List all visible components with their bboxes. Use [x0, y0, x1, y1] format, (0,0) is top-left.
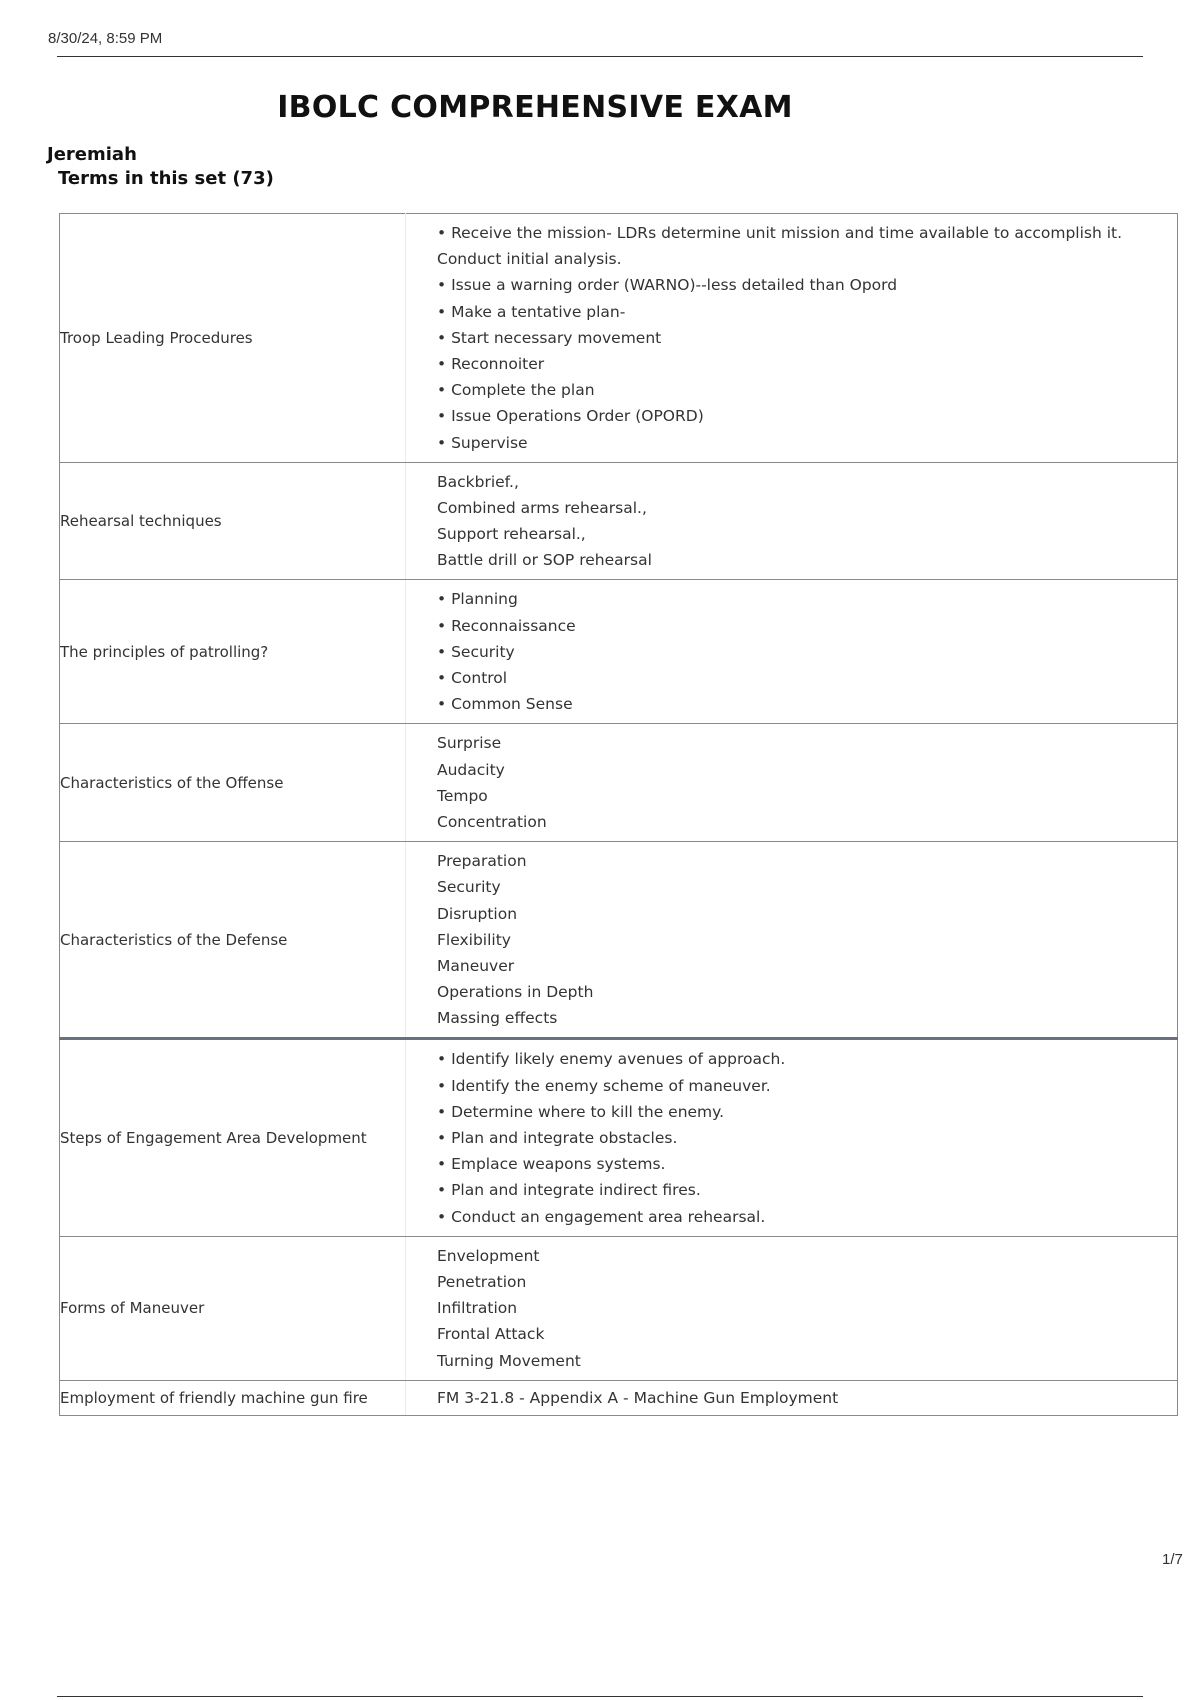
definition-line: • Supervise [437, 433, 528, 452]
definition-line: Tempo [437, 786, 488, 805]
term-row [60, 1039, 1178, 1236]
definition-line: Infiltration [437, 1299, 518, 1318]
definition-line: • Emplace weapons systems. [437, 1155, 666, 1174]
definition-line: • Common Sense [437, 695, 573, 714]
footer-divider [57, 1696, 1143, 1697]
definition-line: Support rehearsal., [437, 525, 586, 544]
definition-line: • Complete the plan [437, 381, 595, 400]
definition-line: Combined arms rehearsal., [437, 498, 647, 517]
definition-line: • Start necessary movement [437, 328, 662, 347]
definition-line: Envelopment [437, 1246, 540, 1265]
definition-cell [406, 462, 1178, 580]
definition-line: Maneuver [437, 956, 515, 975]
definition-line: • Make a tentative plan- [437, 302, 626, 321]
definition-line: Frontal Attack [437, 1325, 545, 1344]
definition-line: Security [437, 878, 501, 897]
term-row [60, 580, 1178, 724]
definition-line: • Issue Operations Order (OPORD) [437, 407, 704, 426]
definition-line: Penetration [437, 1272, 527, 1291]
term-text: Steps of Engagement Area Development [60, 1129, 367, 1148]
definition-line: Turning Movement [437, 1351, 581, 1370]
term-row [60, 842, 1178, 1039]
term-cell [60, 1039, 406, 1236]
definition-line: • Identify the enemy scheme of maneuver. [437, 1076, 771, 1095]
definition-line: Preparation [437, 852, 527, 871]
definition-line: Flexibility [437, 930, 511, 949]
definition-cell [406, 580, 1178, 724]
definition-line: • Reconnaissance [437, 616, 576, 635]
term-cell [60, 462, 406, 580]
term-row [60, 1380, 1178, 1415]
term-text: The principles of patrolling? [60, 642, 269, 661]
term-text: Characteristics of the Offense [60, 773, 284, 792]
definition-line: • Security [437, 642, 515, 661]
term-cell [60, 1236, 406, 1380]
definition-line: Massing effects [437, 1009, 558, 1028]
term-cell [60, 724, 406, 842]
definition-line: • Reconnoiter [437, 354, 545, 373]
definition-line: Operations in Depth [437, 983, 594, 1002]
definition-cell [406, 724, 1178, 842]
term-text: Characteristics of the Defense [60, 930, 288, 949]
definition-line: FM 3-21.8 - Appendix A - Machine Gun Employment [437, 1388, 839, 1407]
term-text: Troop Leading Procedures [60, 328, 253, 347]
definition-cell [406, 1236, 1178, 1380]
definition-cell [406, 214, 1178, 463]
term-row [60, 214, 1178, 463]
print-datetime: 8/30/24, 8:59 PM [48, 30, 163, 47]
definition-line: Backbrief., [437, 472, 519, 491]
definition-line: • Receive the mission- LDRs determine unit mission and time available to accomplish it. [437, 224, 1123, 242]
term-cell [60, 580, 406, 724]
term-cell [60, 214, 406, 463]
page-number: 1/7 [1162, 1551, 1183, 1568]
definition-line: Concentration [437, 812, 547, 831]
definition-line: • Planning [437, 590, 518, 609]
page-title: IBOLC COMPREHENSIVE EXAM [277, 90, 793, 125]
header-divider [57, 56, 1143, 57]
author-name[interactable]: Jeremiah [47, 144, 137, 165]
term-row [60, 724, 1178, 842]
term-cell [60, 842, 406, 1039]
definition-line: Battle drill or SOP rehearsal [437, 551, 652, 570]
term-text: Rehearsal techniques [60, 512, 222, 531]
definition-line: Conduct initial analysis. [437, 250, 622, 269]
term-row [60, 462, 1178, 580]
terms-table [59, 213, 1178, 1416]
definition-line: Disruption [437, 904, 518, 923]
definition-line: • Identify likely enemy avenues of approach. [437, 1050, 786, 1069]
definition-line: • Issue a warning order (WARNO)--less detailed than Opord [437, 276, 898, 295]
definition-line: • Plan and integrate obstacles. [437, 1129, 678, 1147]
definition-line: • Determine where to kill the enemy. [437, 1102, 725, 1121]
definition-line: • Plan and integrate indirect fires. [437, 1181, 701, 1200]
term-cell [60, 1380, 406, 1415]
term-text: Forms of Maneuver [60, 1299, 205, 1318]
definition-line: Surprise [437, 734, 502, 753]
term-text: Employment of friendly machine gun fire [60, 1388, 368, 1407]
definition-cell [406, 842, 1178, 1039]
definition-line: • Control [437, 669, 508, 687]
definition-cell [406, 1380, 1178, 1415]
definition-cell [406, 1039, 1178, 1236]
term-row [60, 1236, 1178, 1380]
terms-count: Terms in this set (73) [58, 168, 274, 189]
definition-line: Audacity [437, 760, 505, 779]
definition-line: • Conduct an engagement area rehearsal. [437, 1207, 766, 1226]
